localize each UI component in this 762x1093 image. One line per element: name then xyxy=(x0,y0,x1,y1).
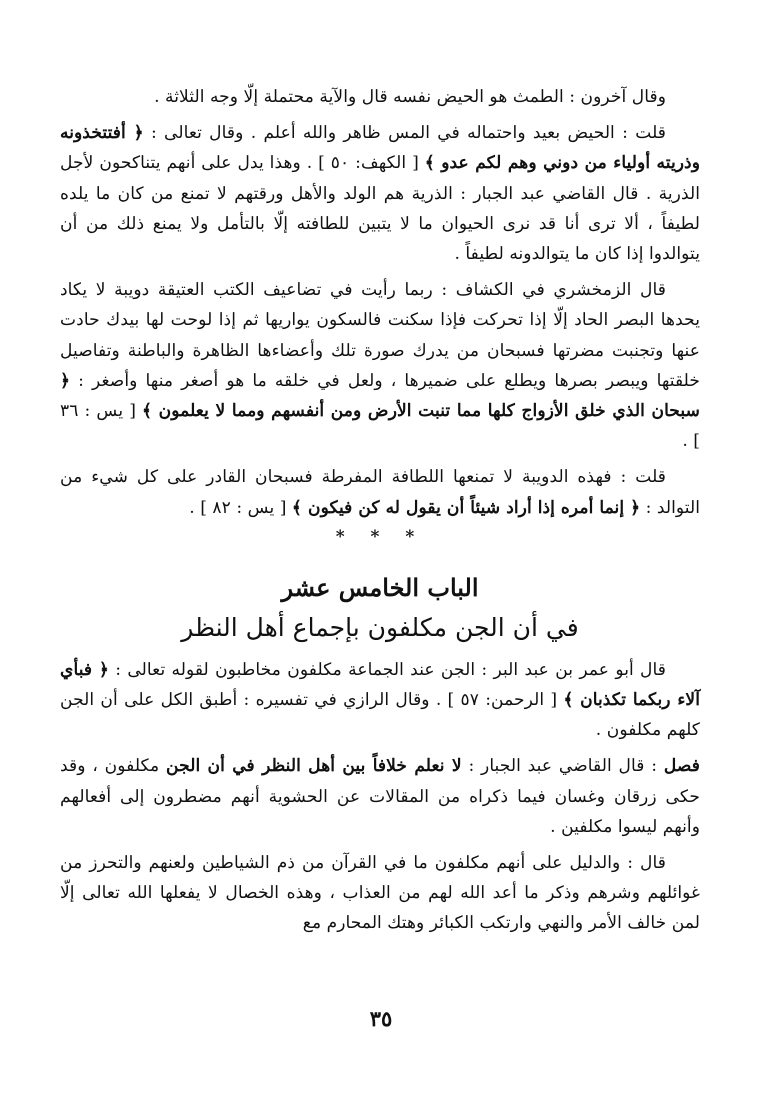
text-segment: قال الزمخشري في الكشاف : ربما رأيت في تضاعيف الكتب العتيقة دويبة لا يكاد يحدها البصر الحاد إلّا إذا تحركت فإذا سكنت فالسكون يواريها ثم إذا لوحت لها بيدك حادت عنها وتجنبت مضرتها فسبحان من يدرك صورة تلك وأعضاءها الظاهرة والباطنة وتفاصيل خلقتها ويبصر بصرها ويطلع على ضميرها ، ولعل في خلقه ما هو أصغر منها وأصغر : xyxy=(60,280,700,391)
top-section xyxy=(60,82,700,523)
section-separator-stars: * * * xyxy=(335,526,425,547)
text-segment: قلت : فهذه الدويبة لا تمنعها اللطافة المفرطة فسبحان القادر على كل شيء من التوالد : xyxy=(60,467,700,518)
bold-text-segment: ﴿ إنما أمره إذا أراد شيئاً أن يقول له كن فيكون ﴾ xyxy=(291,497,641,518)
text-segment: وقال آخرون : الطمث هو الحيض نفسه قال والآية محتملة إلّا وجه الثلاثة . xyxy=(154,87,666,107)
text-segment: [ يس : ٨٢ ] . xyxy=(189,497,292,518)
text-segment: قال : والدليل على أنهم مكلفون ما في القرآن من ذم الشياطين ولعنهم والتحرز من غوائلهم وشرهم وذكر ما أعد الله لهم من العذاب ، وهذه الخصال لا يفعلها الله تعالى إلّا لمن خالف الأمر والنهي وارتكب الكبائر وهتك المحارم مع xyxy=(60,853,700,934)
bold-text-segment: ﴿ أفتتخذونه وذريته أولياء من دوني وهم لكم عدو ﴾ xyxy=(60,123,700,174)
text-segment: قلت : الحيض بعيد واحتماله في المس ظاهر والله أعلم . وقال تعالى : xyxy=(143,123,666,144)
page-number: ٣٥ xyxy=(369,1006,393,1031)
paragraph xyxy=(60,751,700,842)
bold-text-segment: فصل xyxy=(663,756,700,777)
paragraph xyxy=(60,848,700,939)
text-segment: : قال القاضي عبد الجبار : xyxy=(461,756,664,777)
chapter-title: الباب الخامس عشر xyxy=(281,572,479,602)
text-segment: [ يس : ٣٦ ] . xyxy=(60,401,700,452)
paragraph xyxy=(60,655,700,746)
bottom-section xyxy=(60,655,700,939)
bold-text-segment: لا نعلم خلافاً بين أهل النظر في أن الجن xyxy=(166,756,462,777)
paragraph xyxy=(60,275,700,456)
text-segment: [ الرحمن: ٥٧ ] . وقال الرازي في تفسيره : أطبق الكل على أن الجن كلهم مكلفون . xyxy=(60,690,700,741)
paragraph xyxy=(60,82,700,112)
bold-text-segment: ﴿ فبأي آلاء ربكما تكذبان ﴾ xyxy=(60,659,701,711)
paragraph xyxy=(60,118,700,269)
paragraph xyxy=(60,462,700,522)
text-segment: قال أبو عمر بن عبد البر : الجن عند الجماعة مكلفون مخاطبون لقوله تعالى : xyxy=(108,659,666,680)
chapter-subtitle: في أن الجن مكلفون بإجماع أهل النظر xyxy=(181,612,579,642)
text-segment: [ الكهف: ٥٠ ] . وهذا يدل على أنهم يتناكحون لأجل الذرية . قال القاضي عبد الجبار : الذرية هم الولد والأهل ورقتهم لا تمنع من كان ما يلده لطيفاً ، ألا ترى أنا قد نرى الحيوان ما لا يتبين للطافته إلّا بالتأمل ولا يمنع ذلك من أن يتوالدوا إذا كان ما يتوالدونه لطيفاً . xyxy=(60,153,700,265)
bold-text-segment: ﴿ سبحان الذي خلق الأزواج كلها مما تنبت الأرض ومن أنفسهم ومما لا يعلمون ﴾ xyxy=(60,370,700,422)
text-segment: مكلفون ، وقد حكى زرقان وغسان فيما ذكراه من المقالات عن الحشوية أنهم مضطرون إلى أفعالهم وأنهم ليسوا مكلفين . xyxy=(60,756,700,837)
